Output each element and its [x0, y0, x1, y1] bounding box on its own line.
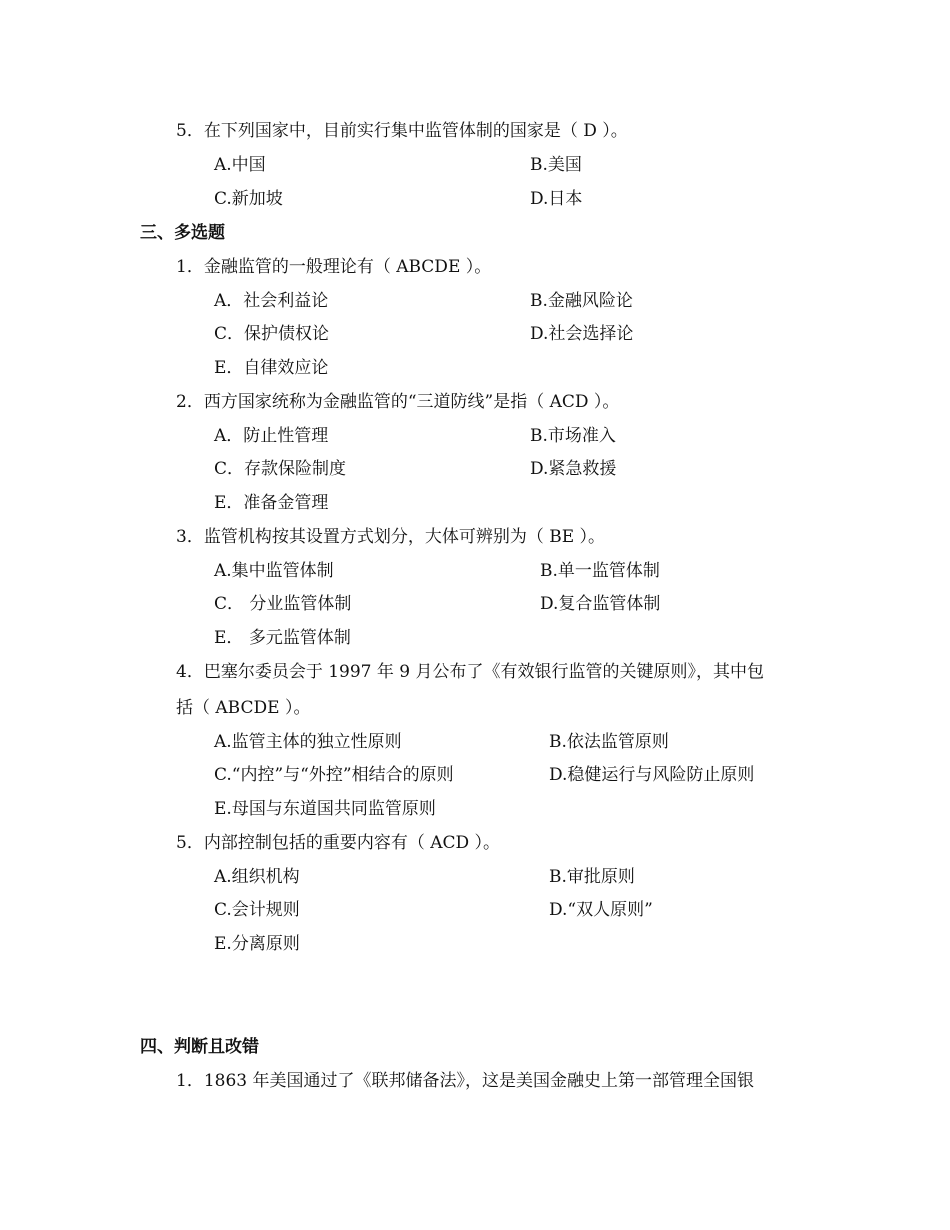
option-c: C.新加坡 — [214, 189, 283, 209]
option-a: A．社会利益论 — [214, 291, 329, 311]
option-d: D.紧急救援 — [530, 459, 617, 479]
option-e: E.分离原则 — [214, 934, 300, 954]
option-e: E.母国与东道国共同监管原则 — [214, 799, 436, 819]
question-stem-continued: 括（ ABCDE ）。 — [176, 698, 311, 718]
option-c: C.会计规则 — [214, 900, 300, 920]
option-e: E．准备金管理 — [214, 493, 329, 513]
option-b: B.单一监管体制 — [540, 561, 660, 581]
option-e: E． 多元监管体制 — [214, 628, 351, 648]
question-stem: 4．巴塞尔委员会于 1997 年 9 月公布了《有效银行监管的关键原则》，其中包 — [176, 662, 765, 682]
option-d: D.复合监管体制 — [540, 594, 661, 614]
option-b: B.美国 — [530, 155, 582, 175]
option-c: C． 分业监管体制 — [214, 594, 352, 614]
question-stem: 1．金融监管的一般理论有（ ABCDE ）。 — [176, 257, 492, 277]
option-d: D.稳健运行与风险防止原则 — [549, 765, 755, 785]
question-stem: 3．监管机构按其设置方式划分，大体可辨别为（ BE ）。 — [176, 527, 606, 547]
question-stem: 5．内部控制包括的重要内容有（ ACD ）。 — [176, 833, 501, 853]
option-c: C．存款保险制度 — [214, 459, 347, 479]
option-a: A.中国 — [214, 155, 266, 175]
option-c: C.“内控”与“外控”相结合的原则 — [214, 765, 454, 785]
option-a: A.监管主体的独立性原则 — [214, 732, 402, 752]
option-a: A.集中监管体制 — [214, 561, 334, 581]
option-e: E．自律效应论 — [214, 358, 329, 378]
option-c: C．保护债权论 — [214, 324, 330, 344]
option-d: D.社会选择论 — [530, 324, 634, 344]
option-b: B.依法监管原则 — [549, 732, 669, 752]
question-stem: 1．1863 年美国通过了《联邦储备法》，这是美国金融史上第一部管理全国银 — [176, 1071, 754, 1091]
option-a: A．防止性管理 — [214, 426, 329, 446]
option-d: D.日本 — [530, 189, 583, 209]
question-stem: 2．西方国家统称为金融监管的“三道防线”是指（ ACD ）。 — [176, 392, 620, 412]
option-a: A.组织机构 — [214, 867, 300, 887]
section-title: 三、多选题 — [140, 223, 225, 243]
question-stem: 5．在下列国家中，目前实行集中监管体制的国家是（ D ）。 — [176, 121, 628, 141]
option-b: B.金融风险论 — [530, 291, 633, 311]
option-d: D.“双人原则” — [549, 900, 653, 920]
section-title: 四、判断且改错 — [140, 1037, 259, 1057]
option-b: B.市场准入 — [530, 426, 616, 446]
option-b: B.审批原则 — [549, 867, 635, 887]
